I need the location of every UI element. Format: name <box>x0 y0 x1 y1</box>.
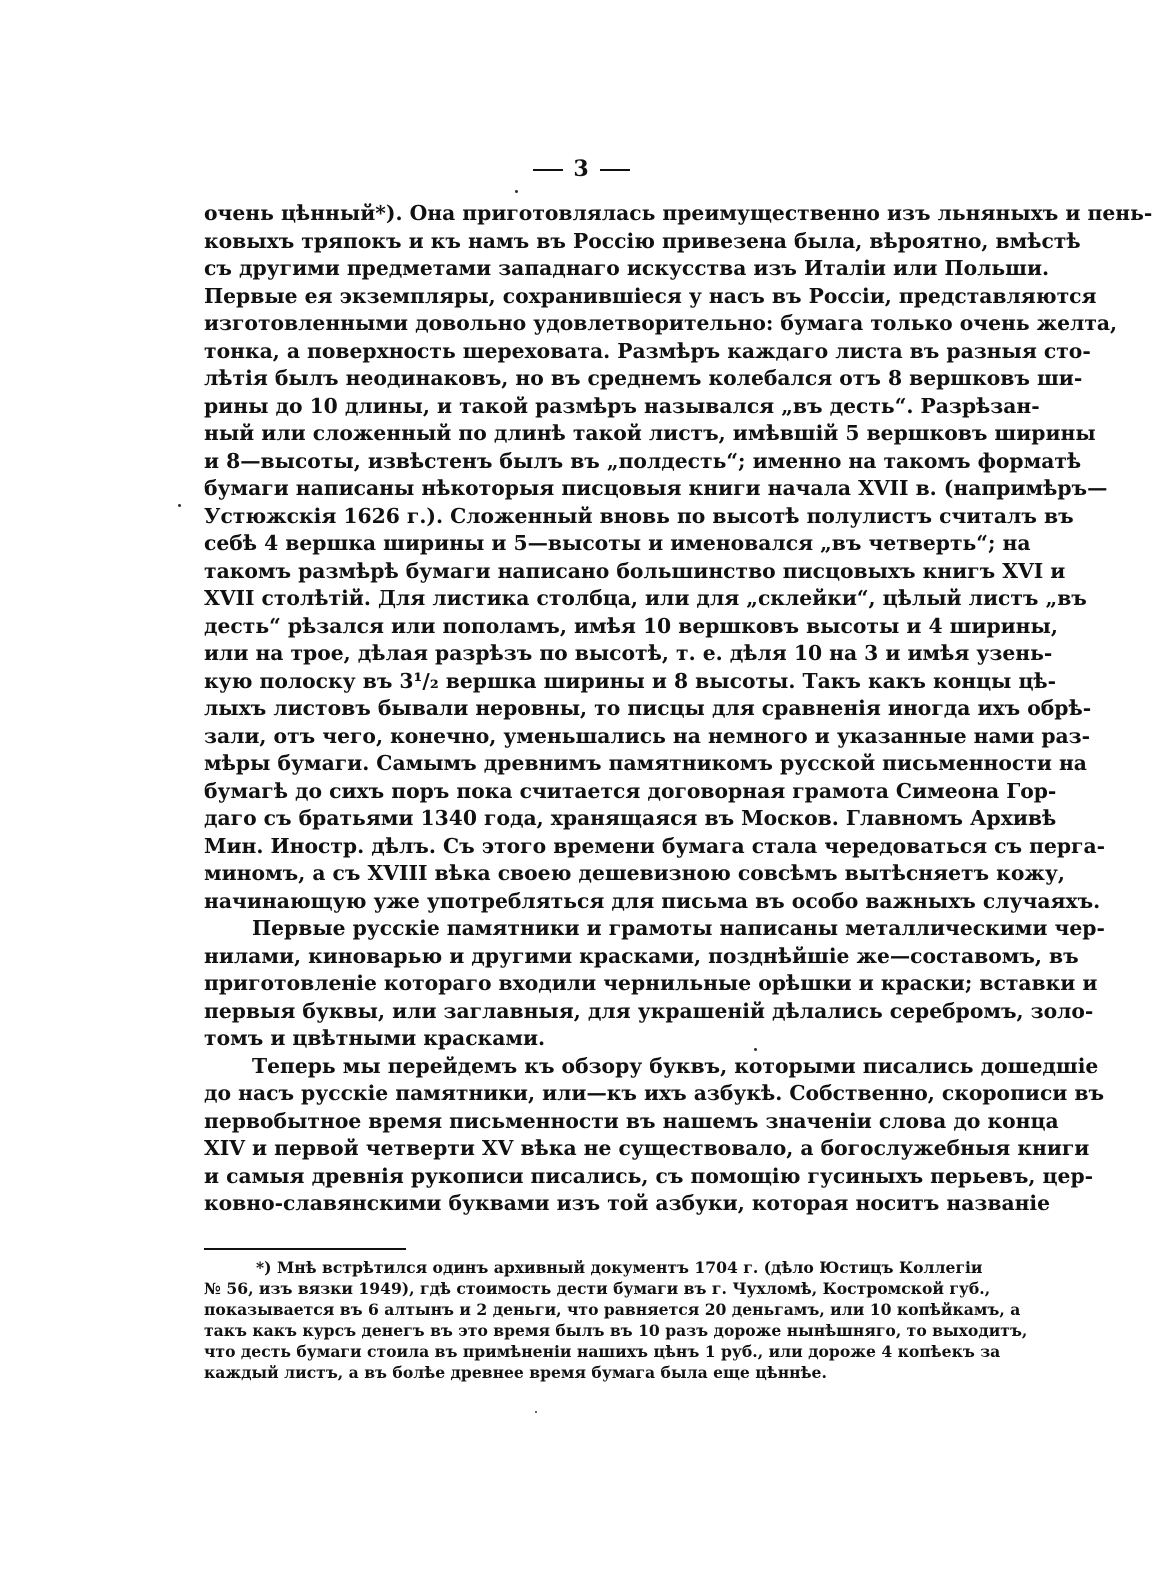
text-line: мѣры бумаги. Самымъ древнимъ памятникомъ русской письменности на <box>204 751 1087 775</box>
text-line: тонка, а поверхность шереховата. Размѣръ каждаго листа въ разныя сто- <box>204 338 1091 363</box>
text-line: бумаги написаны нѣкоторыя писцовыя книги начала XVII в. (напримѣръ— <box>204 476 1108 500</box>
text-line: зали, отъ чего, конечно, уменьшались на немного и указанные нами раз- <box>204 723 1091 748</box>
text-line: кую полоску въ 3¹/₂ вершка ширины и 8 высоты. Такъ какъ концы цѣ- <box>204 668 1057 693</box>
text-line: себѣ 4 вершка ширины и 5—высоты и именовался „въ четверть“; на <box>204 531 1031 555</box>
text-line: и самыя древнія рукописи писались, съ помощію гусиныхъ перьевъ, цер- <box>204 1163 1094 1188</box>
text-line: Первые ея экземпляры, сохранившіеся у насъ въ Россіи, представляются <box>204 283 1097 308</box>
main-text <box>204 200 1153 1218</box>
footnote-line: показывается въ 6 алтынъ и 2 деньги, что равняется 20 деньгамъ, или 10 копѣйкамъ, а <box>204 1300 1021 1319</box>
page-number-right-dash <box>600 169 630 171</box>
print-speck <box>754 1048 757 1051</box>
text-line: или на трое, дѣлая разрѣзъ по высотѣ, т. е. дѣля 10 на 3 и имѣя узень- <box>204 641 1053 665</box>
footnote-line: такъ какъ курсъ денегъ въ это время былъ въ 10 разъ дороже нынѣшняго, то выходитъ, <box>204 1321 1028 1340</box>
text-line: первыя буквы, или заглавныя, для украшеній дѣлались серебромъ, золо- <box>204 998 1094 1023</box>
text-line: XVII столѣтій. Для листика столбца, или для „склейки“, цѣлый листъ „въ <box>204 586 1087 610</box>
footnote-divider <box>204 1248 406 1250</box>
text-line: томъ и цвѣтными красками. <box>204 1026 546 1050</box>
page-number-value: 3 <box>573 156 590 182</box>
text-line: до насъ русскіе памятники, или—къ ихъ азбукѣ. Собственно, скорописи въ <box>204 1081 1105 1105</box>
print-speck <box>515 190 518 193</box>
text-line: бумагѣ до сихъ поръ пока считается договорная грамота Симеона Гор- <box>204 778 1057 803</box>
text-line: ный или сложенный по длинѣ такой листъ, имѣвшій 5 вершковъ ширины <box>204 421 1096 445</box>
text-line: съ другими предметами западнаго искусства изъ Италіи или Польши. <box>204 256 1050 280</box>
text-line: миномъ, а съ XVIII вѣка своею дешевизною совсѣмъ вытѣсняетъ кожу, <box>204 861 1065 885</box>
footnote-line: каждый листъ, а въ болѣе древнее время бумага была еще цѣннѣе. <box>204 1363 827 1382</box>
text-line: и 8—высоты, извѣстенъ былъ въ „полдесть“; именно на такомъ форматѣ <box>204 448 1082 473</box>
footnote <box>204 1257 1028 1383</box>
page-number-left-dash <box>533 169 563 171</box>
page-number <box>0 156 1163 182</box>
text-line: рины до 10 длины, и такой размѣръ назывался „въ десть“. Разрѣзан- <box>204 393 1040 418</box>
text-line: даго съ братьями 1340 года, хранящаяся въ Москов. Главномъ Архивѣ <box>204 806 1057 830</box>
print-speck <box>535 1411 537 1413</box>
text-line: Мин. Иностр. дѣлъ. Съ этого времени бумага стала чередоваться съ перга- <box>204 833 1106 858</box>
text-line: Теперь мы перейдемъ къ обзору буквъ, которыми писались дошедшіе <box>252 1053 1099 1078</box>
text-line: нилами, киноварью и другими красками, позднѣйшіе же—составомъ, въ <box>204 943 1079 968</box>
text-line: Первые русскіе памятники и грамоты написаны металлическими чер- <box>252 916 1105 940</box>
text-line: очень цѣнный*). Она приготовлялась преимущественно изъ льняныхъ и пень- <box>204 201 1153 225</box>
text-line: приготовленіе котораго входили чернильные орѣшки и краски; вставки и <box>204 971 1098 995</box>
text-line: Устюжскія 1626 г.). Сложенный вновь по высотѣ полулистъ считалъ въ <box>204 503 1074 528</box>
footnote-line: *) Мнѣ встрѣтился одинъ архивный документъ 1704 г. (дѣло Юстицъ Коллегіи <box>256 1258 983 1277</box>
text-line: ковыхъ тряпокъ и къ намъ въ Россію привезена была, вѣроятно, вмѣстѣ <box>204 228 1081 253</box>
print-speck <box>178 504 181 507</box>
text-line: ковно-славянскими буквами изъ той азбуки, которая носитъ названіе <box>204 1191 1051 1215</box>
text-line: такомъ размѣрѣ бумаги написано большинство писцовыхъ книгъ XVI и <box>204 558 1066 583</box>
text-line: лѣтія былъ неодинаковъ, но въ среднемъ колебался отъ 8 вершковъ ши- <box>204 366 1083 390</box>
text-line: первобытное время письменности въ нашемъ значеніи слова до конца <box>204 1108 1059 1133</box>
text-line: изготовленными довольно удовлетворительно: бумага только очень желта, <box>204 311 1118 335</box>
text-line: лыхъ листовъ бывали неровны, то писцы для сравненія иногда ихъ обрѣ- <box>204 696 1092 720</box>
text-line: начинающую уже употребляться для письма въ особо важныхъ случаяхъ. <box>204 888 1101 913</box>
footnote-line: что десть бумаги стоила въ примѣненіи нашихъ цѣнъ 1 руб., или дороже 4 копѣекъ за <box>204 1342 1001 1361</box>
text-line: десть“ рѣзался или пополамъ, имѣя 10 вершковъ высоты и 4 ширины, <box>204 613 1058 638</box>
footnote-line: № 56, изъ вязки 1949), гдѣ стоимость дести бумаги въ г. Чухломѣ, Костромской губ., <box>204 1279 991 1298</box>
text-line: XIV и первой четверти XV вѣка не существовало, а богослужебныя книги <box>204 1136 1090 1160</box>
